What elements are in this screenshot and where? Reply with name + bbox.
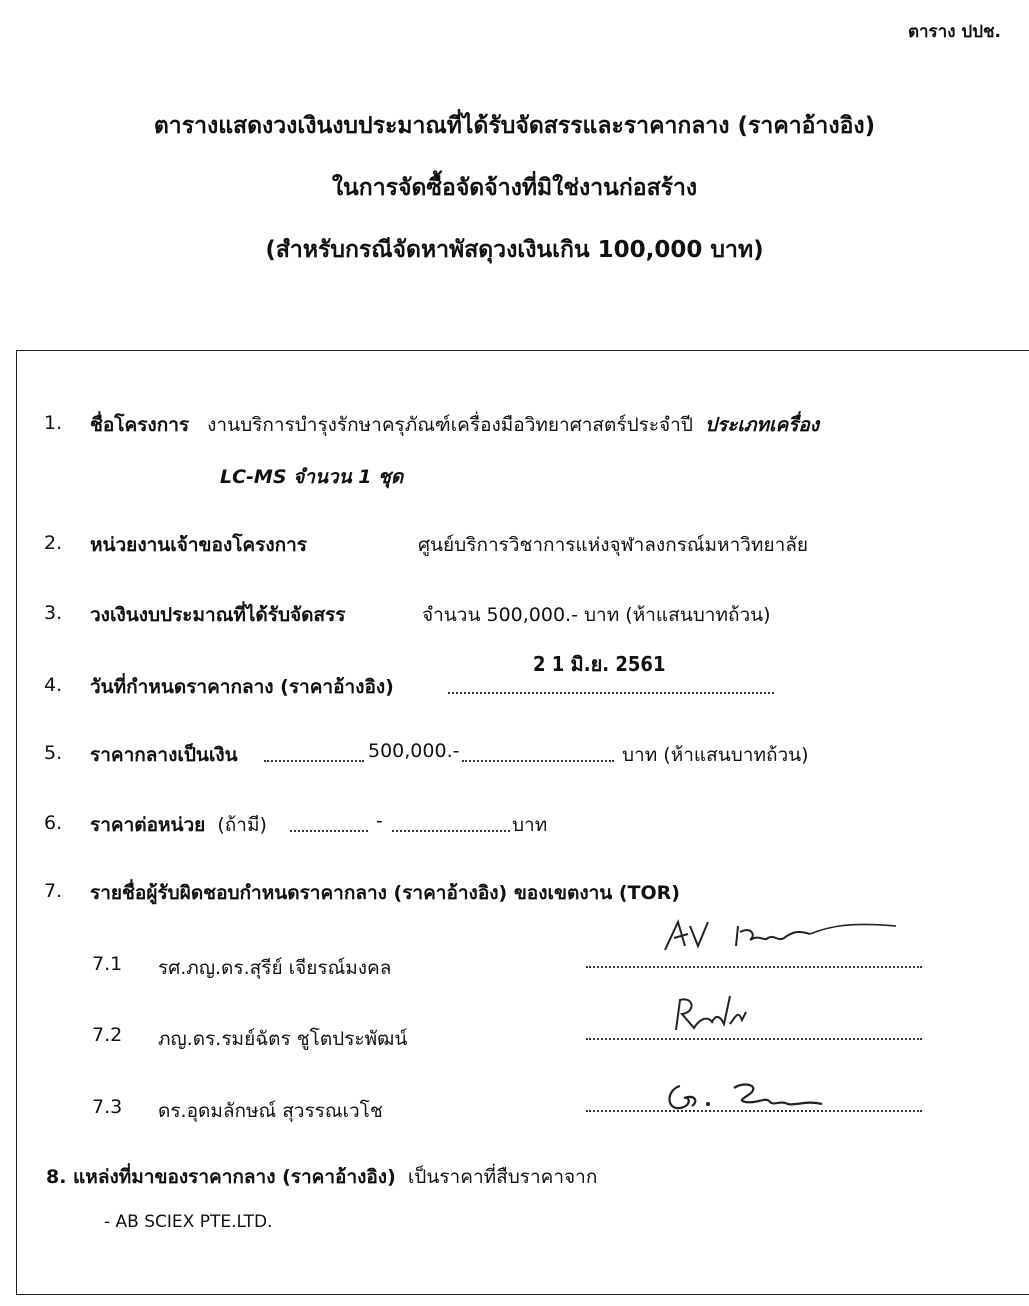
item-5-label: ราคากลางเป็นเงิน <box>90 744 238 766</box>
item-4-number: 4. <box>44 674 63 696</box>
signature-2 <box>668 990 768 1040</box>
signature-1 <box>660 912 900 962</box>
item-1-row-2 <box>220 462 403 492</box>
item-5-suffix: บาท (ห้าแสนบาทถ้วน) <box>622 744 809 766</box>
item-3-number: 3. <box>44 602 63 624</box>
form-code: ตาราง ปปช. <box>907 22 1001 42</box>
item-8-row <box>46 1162 597 1192</box>
price-source: - AB SCIEX PTE.LTD. <box>104 1212 273 1232</box>
item-4-label: วันที่กำหนดราคากลาง (ราคาอ้างอิง) <box>90 676 394 698</box>
signature-3 <box>662 1076 832 1116</box>
item-6-value: - <box>376 810 383 832</box>
item-8-text: เป็นราคาที่สืบราคาจาก <box>407 1166 598 1188</box>
item-6-dotted-line-a <box>290 830 368 832</box>
title-line-2: ในการจัดซื้อจัดจ้างที่มิใช่งานก่อสร้าง <box>331 175 698 201</box>
item-1-number: 1. <box>44 412 63 434</box>
person-3-number: 7.3 <box>92 1096 123 1118</box>
item-3-value: จำนวน 500,000.- บาท (ห้าแสนบาทถ้วน) <box>422 604 771 626</box>
person-1-number: 7.1 <box>92 953 123 975</box>
item-7-label: รายชื่อผู้รับผิดชอบกำหนดราคากลาง (ราคาอ้างอิง) ของเขตงาน (TOR) <box>90 882 680 904</box>
item-1-label: ชื่อโครงการ <box>90 414 190 436</box>
person-3-name: ดร.อุดมลักษณ์ สุวรรณเวโช <box>158 1100 383 1122</box>
date-stamp: 2 1 มิ.ย. 2561 <box>533 652 666 676</box>
item-6-label: ราคาต่อหน่วย (ถ้ามี) <box>90 814 267 836</box>
item-1-value-model: LC-MS จำนวน 1 ชุด <box>220 466 404 488</box>
person-2-name: ภญ.ดร.รมย์ฉัตร ชูโตประพัฒน์ <box>158 1028 408 1050</box>
item-2-value: ศูนย์บริการวิชาการแห่งจุฬาลงกรณ์มหาวิทยาลัย <box>418 534 809 556</box>
item-6-dotted-line-b <box>392 830 510 832</box>
item-1-value-type: ประเภทเครื่อง <box>704 414 820 436</box>
item-5-dotted-line-a <box>264 760 364 762</box>
item-3-label: วงเงินงบประมาณที่ได้รับจัดสรร <box>90 604 346 626</box>
item-2-label: หน่วยงานเจ้าของโครงการ <box>90 534 307 556</box>
person-2-number: 7.2 <box>92 1024 123 1046</box>
item-4-dotted-line <box>448 692 774 694</box>
item-5-value: 500,000.- <box>368 740 460 762</box>
item-2-number: 2. <box>44 532 63 554</box>
item-1-value: งานบริการบำรุงรักษาครุภัณฑ์เครื่องมือวิทยาศาสตร์ประจำปี <box>207 414 693 436</box>
signature-line-1 <box>586 966 922 968</box>
title-line-1: ตารางแสดงวงเงินงบประมาณที่ได้รับจัดสรรและราคากลาง (ราคาอ้างอิง) <box>153 113 876 139</box>
person-1-name: รศ.ภญ.ดร.สุรีย์ เจียรณ์มงคล <box>158 957 392 979</box>
item-6-unit: บาท <box>512 814 548 836</box>
title-line-3: (สำหรับกรณีจัดหาพัสดุวงเงินเกิน 100,000 บาท) <box>265 237 764 263</box>
item-5-dotted-line-b <box>462 760 614 762</box>
item-5-number: 5. <box>44 742 63 764</box>
item-8-label: 8. แหล่งที่มาของราคากลาง (ราคาอ้างอิง) <box>46 1166 396 1188</box>
item-7-number: 7. <box>44 880 63 902</box>
item-1-row <box>90 410 819 440</box>
item-6-number: 6. <box>44 812 63 834</box>
